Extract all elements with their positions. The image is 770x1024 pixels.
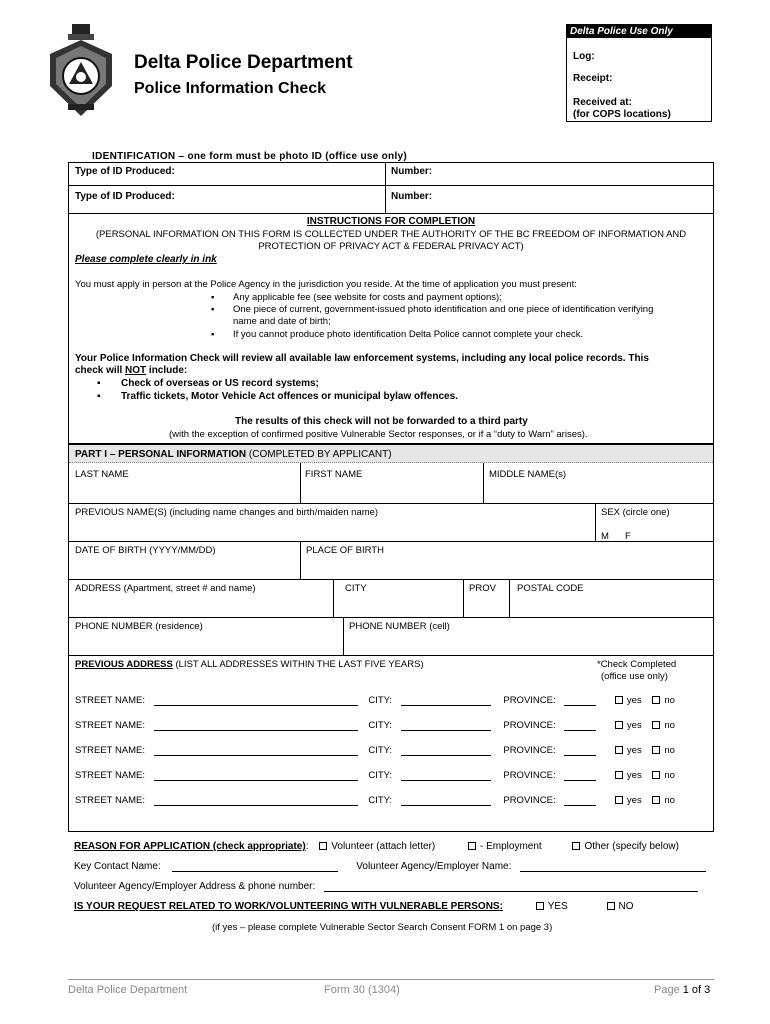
previous-names-field[interactable]: PREVIOUS NAME(S) (including name changes and birth/maiden name) bbox=[75, 507, 379, 518]
previous-address-row: STREET NAME: CITY: PROVINCE: yes no bbox=[75, 795, 675, 806]
vulnerable-question: IS YOUR REQUEST RELATED TO WORK/VOLUNTEERING WITH VULNERABLE PERSONS: bbox=[74, 901, 503, 912]
no-checkbox[interactable] bbox=[652, 796, 660, 804]
agency-address-input[interactable] bbox=[324, 882, 698, 892]
vulnerable-yes-checkbox[interactable] bbox=[536, 902, 544, 910]
agency-name-input[interactable] bbox=[520, 862, 706, 872]
sex-m-option[interactable]: M bbox=[601, 531, 609, 542]
bullet-id-1: One piece of current, government-issued photo identification and one piece of identification verifying bbox=[233, 304, 654, 315]
key-contact-input[interactable] bbox=[172, 862, 338, 872]
agency-address-row: Volunteer Agency/Employer Address & phone number: bbox=[74, 881, 714, 892]
identification-heading: IDENTIFICATION – one form must be photo ID (office use only) bbox=[92, 151, 408, 162]
other-checkbox[interactable] bbox=[572, 842, 580, 850]
last-name-field[interactable]: LAST NAME bbox=[75, 469, 129, 480]
previous-address-row: STREET NAME: CITY: PROVINCE: yes no bbox=[75, 745, 675, 756]
city-input[interactable] bbox=[401, 796, 491, 806]
yes-checkbox[interactable] bbox=[615, 771, 623, 779]
check-completed-label: *Check Completed bbox=[597, 659, 677, 670]
street-input[interactable] bbox=[154, 696, 358, 706]
receipt-field[interactable]: Receipt: bbox=[573, 73, 613, 84]
no-checkbox[interactable] bbox=[652, 721, 660, 729]
street-input[interactable] bbox=[154, 746, 358, 756]
identification-box bbox=[68, 162, 714, 214]
sex-f-option[interactable]: F bbox=[625, 531, 631, 542]
province-input[interactable] bbox=[564, 771, 596, 781]
instructions-section bbox=[68, 214, 714, 444]
bullet-id-2: name and date of birth; bbox=[233, 316, 331, 327]
yes-checkbox[interactable] bbox=[615, 696, 623, 704]
footer-page: Page 1 of 3 bbox=[654, 984, 711, 996]
city-input[interactable] bbox=[401, 746, 491, 756]
received-at-field[interactable]: Received at: bbox=[573, 97, 632, 108]
bullet-no-photo: If you cannot produce photo identification Delta Police cannot complete your check. bbox=[233, 329, 584, 340]
privacy-text-2: PROTECTION OF PRIVACY ACT & FEDERAL PRIVACY ACT) bbox=[258, 241, 524, 252]
vulnerable-row: IS YOUR REQUEST RELATED TO WORK/VOLUNTEERING WITH VULNERABLE PERSONS: YES NO bbox=[74, 901, 634, 912]
exclusion-2: Traffic tickets, Motor Vehicle Act offences or municipal bylaw offences. bbox=[121, 391, 458, 402]
footer-rule bbox=[68, 979, 714, 980]
bullet-fee: Any applicable fee (see website for costs and payment options); bbox=[233, 292, 502, 303]
province-input[interactable] bbox=[564, 746, 596, 756]
office-use-label: (office use only) bbox=[601, 671, 668, 682]
yes-checkbox[interactable] bbox=[615, 796, 623, 804]
page-subtitle: Police Information Check bbox=[134, 80, 327, 97]
no-checkbox[interactable] bbox=[652, 771, 660, 779]
bullet-icon: ▪ bbox=[211, 292, 215, 303]
address-field[interactable]: ADDRESS (Apartment, street # and name) bbox=[75, 583, 256, 594]
id-type-field-2[interactable]: Type of ID Produced: bbox=[75, 191, 175, 202]
review-text-1: Your Police Information Check will review all available law enforcement systems, including any local police records. This bbox=[75, 353, 649, 364]
page-title: Delta Police Department bbox=[134, 52, 353, 73]
reason-label: REASON FOR APPLICATION (check appropriate) bbox=[74, 841, 306, 852]
province-input[interactable] bbox=[564, 796, 596, 806]
phone-residence-field[interactable]: PHONE NUMBER (residence) bbox=[75, 621, 203, 632]
street-input[interactable] bbox=[154, 796, 358, 806]
vulnerable-no-checkbox[interactable] bbox=[607, 902, 615, 910]
cops-locations-label: (for COPS locations) bbox=[573, 109, 671, 120]
province-field[interactable]: PROV bbox=[469, 583, 496, 594]
yes-checkbox[interactable] bbox=[615, 746, 623, 754]
sex-label: SEX (circle one) bbox=[601, 507, 670, 518]
employment-checkbox[interactable] bbox=[468, 842, 476, 850]
bullet-icon: ▪ bbox=[97, 378, 101, 389]
exclusion-1: Check of overseas or US record systems; bbox=[121, 378, 319, 389]
if-yes-notice: (if yes – please complete Vulnerable Sector Search Consent FORM 1 on page 3) bbox=[212, 922, 553, 933]
police-use-only-box bbox=[566, 24, 712, 122]
id-type-field-1[interactable]: Type of ID Produced: bbox=[75, 166, 175, 177]
no-checkbox[interactable] bbox=[652, 696, 660, 704]
city-field[interactable]: CITY bbox=[345, 583, 367, 594]
part1-personal-info bbox=[68, 444, 714, 832]
city-input[interactable] bbox=[401, 771, 491, 781]
street-input[interactable] bbox=[154, 721, 358, 731]
footer-department: Delta Police Department bbox=[68, 984, 188, 996]
review-text-2: check will NOT include: bbox=[75, 365, 188, 376]
exception-notice: (with the exception of confirmed positive Vulnerable Sector responses, or if a “duty to Warn” arises). bbox=[169, 429, 588, 440]
city-input[interactable] bbox=[401, 721, 491, 731]
yes-checkbox[interactable] bbox=[615, 721, 623, 729]
bullet-icon: ▪ bbox=[211, 304, 215, 315]
log-field[interactable]: Log: bbox=[573, 51, 595, 62]
no-checkbox[interactable] bbox=[652, 746, 660, 754]
police-crest-logo bbox=[46, 24, 116, 120]
apply-text: You must apply in person at the Police Agency in the jurisdiction you reside. At the time of application you must present: bbox=[75, 279, 577, 290]
middle-name-field[interactable]: MIDDLE NAME(s) bbox=[489, 469, 567, 480]
third-party-notice: The results of this check will not be forwarded to a third party bbox=[235, 416, 528, 427]
province-input[interactable] bbox=[564, 696, 596, 706]
postal-code-field[interactable]: POSTAL CODE bbox=[517, 583, 584, 594]
province-input[interactable] bbox=[564, 721, 596, 731]
privacy-text-1: (PERSONAL INFORMATION ON THIS FORM IS COLLECTED UNDER THE AUTHORITY OF THE BC FREEDOM OF INFORMATION AND bbox=[95, 229, 687, 240]
previous-address-heading: PREVIOUS ADDRESS (LIST ALL ADDRESSES WITHIN THE LAST FIVE YEARS) bbox=[75, 659, 424, 670]
ink-notice: Please complete clearly in ink bbox=[75, 254, 217, 265]
previous-address-row: STREET NAME: CITY: PROVINCE: yes no bbox=[75, 770, 675, 781]
volunteer-checkbox[interactable] bbox=[319, 842, 327, 850]
place-of-birth-field[interactable]: PLACE OF BIRTH bbox=[306, 545, 384, 556]
previous-address-row: STREET NAME: CITY: PROVINCE: yes no bbox=[75, 695, 675, 706]
instructions-title: INSTRUCTIONS FOR COMPLETION bbox=[306, 216, 476, 227]
footer-form-number: Form 30 (1304) bbox=[324, 984, 400, 996]
first-name-field[interactable]: FIRST NAME bbox=[305, 469, 363, 480]
id-number-field-1[interactable]: Number: bbox=[391, 166, 433, 177]
contact-row: Key Contact Name: Volunteer Agency/Employer Name: bbox=[74, 861, 714, 872]
phone-cell-field[interactable]: PHONE NUMBER (cell) bbox=[349, 621, 450, 632]
date-of-birth-field[interactable]: DATE OF BIRTH (YYYY/MM/DD) bbox=[75, 545, 216, 556]
street-input[interactable] bbox=[154, 771, 358, 781]
id-number-field-2[interactable]: Number: bbox=[391, 191, 433, 202]
city-input[interactable] bbox=[401, 696, 491, 706]
bullet-icon: ▪ bbox=[211, 329, 215, 340]
bullet-icon: ▪ bbox=[97, 391, 101, 402]
police-use-only-header: Delta Police Use Only bbox=[567, 25, 711, 38]
previous-address-row: STREET NAME: CITY: PROVINCE: yes no bbox=[75, 720, 675, 731]
part1-header: PART I – PERSONAL INFORMATION (COMPLETED BY APPLICANT) bbox=[69, 445, 713, 463]
reason-row: REASON FOR APPLICATION (check appropriate): Volunteer (attach letter) - Employment Other (specify below) bbox=[74, 841, 679, 852]
